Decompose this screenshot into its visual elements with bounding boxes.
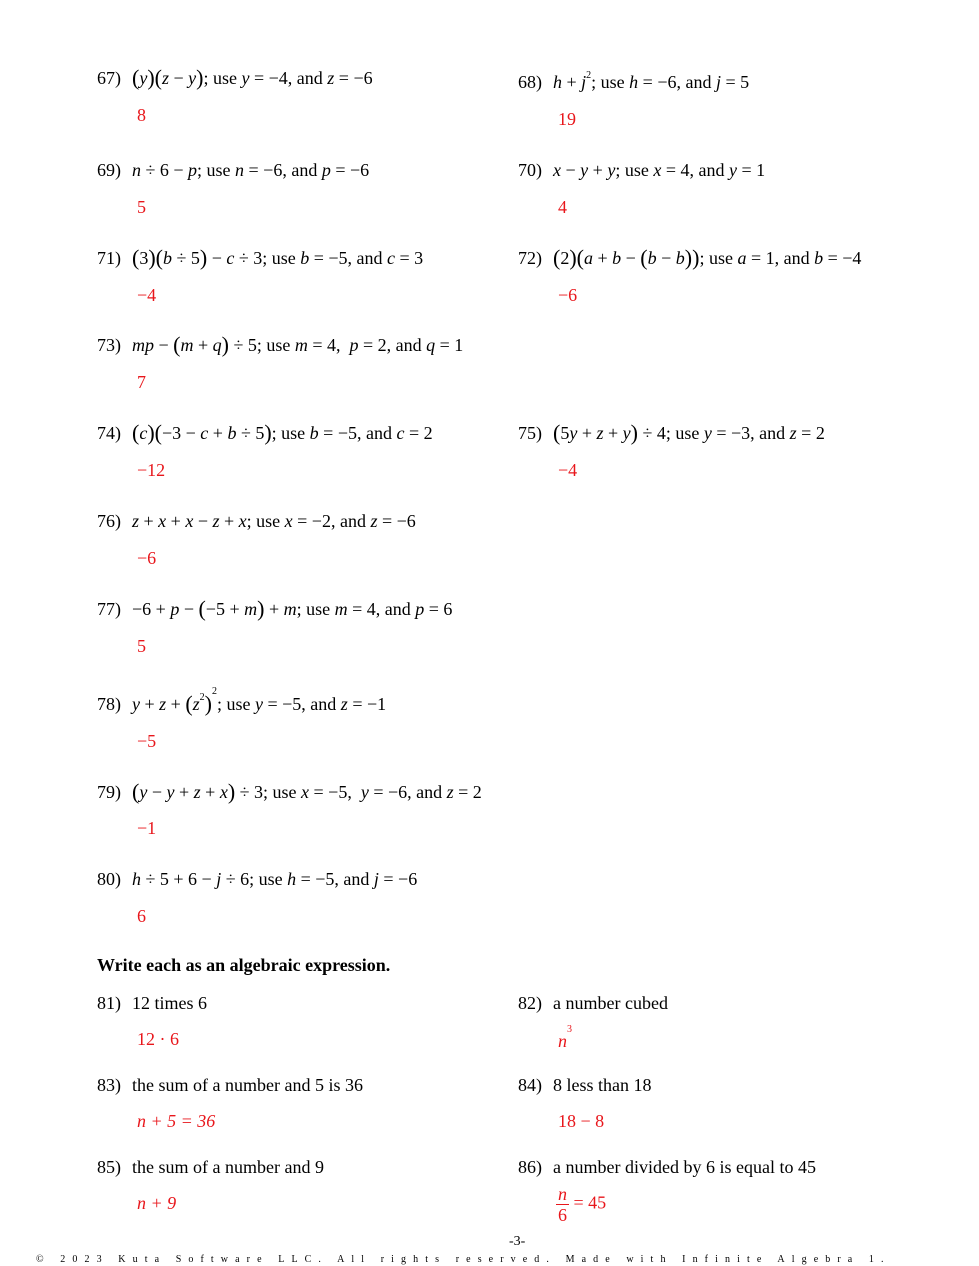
problem-67: 67) (y)(z − y); use y = −4, and z = −6 [97,65,373,90]
problem-73-question: mp − (m + q) ÷ 5; use m = 4, p = 2, and q = 1 [132,332,464,357]
answer-74: −12 [137,460,166,480]
answer-85: n + 9 [137,1193,177,1213]
answer-80: 6 [137,906,146,926]
answer-83: n + 5 = 36 [137,1111,216,1131]
problem-71: 71) (3)(b ÷ 5) − c ÷ 3; use b = −5, and c = 3 [97,245,424,270]
problem-67-question: (y)(z − y); use y = −4, and z = −6 [132,65,373,90]
answer-76: −6 [137,548,157,568]
problem-74-question: (c)(−3 − c + b ÷ 5); use b = −5, and c = 2 [132,420,433,445]
problem-70: 70) x − y + y; use x = 4, and y = 1 [518,160,766,180]
problem-74: 74) (c)(−3 − c + b ÷ 5); use b = −5, and c = 2 [97,420,433,445]
problem-83-question: the sum of a number and 5 is 36 [132,1075,363,1095]
problem-86-question: a number divided by 6 is equal to 45 [553,1157,816,1177]
problem-78: 78) $y + z + (z^2)^2$; use y = −5, and z = −1 [97,686,387,716]
problem-69: 69) n ÷ 6 − p; use n = −6, and p = −6 [97,160,370,180]
problem-84-question: 8 less than 18 [553,1075,652,1095]
answer-81: 12 · 6 [137,1029,179,1049]
problem-85-question: the sum of a number and 9 [132,1157,324,1177]
problem-72: 72) (2)(a + b − (b − b)); use a = 1, and b = −4 [518,245,862,270]
answer-67: 8 [137,105,146,125]
answer-79: −1 [137,818,157,838]
answer-72: −6 [558,285,578,305]
page-number: -3- [509,1234,526,1249]
answer-86-fraction: $\frac{n}{6}$ [558,1184,567,1225]
problem-82-question: a number cubed [553,993,668,1013]
problem-73: 73) mp − (m + q) ÷ 5; use m = 4, p = 2, and q = 1 [97,332,464,357]
answer-70: 4 [558,197,567,217]
problem-82: 82) a number cubed [518,993,668,1013]
answer-82: $n^3$ [558,1024,572,1051]
problem-80: 80) h ÷ 5 + 6 − j ÷ 6; use h = −5, and j = −6 [97,869,418,889]
problem-81-question: 12 times 6 [132,993,207,1013]
problem-83: 83) the sum of a number and 5 is 36 [97,1075,363,1095]
problem-68-question: $h + j^2$; use h = −6, and j = 5 [553,70,750,92]
answer-86: $\frac{n}{6}$ = 45 [558,1184,607,1225]
problem-79-question: (y − y + z + x) ÷ 3; use x = −5, y = −6, and z = 2 [132,779,482,804]
problem-80-question: h ÷ 5 + 6 − j ÷ 6; use h = −5, and j = −6 [132,869,418,889]
problem-76: 76) z + x + x − z + x; use x = −2, and z = −6 [97,511,416,531]
answer-84: 18 − 8 [558,1111,605,1131]
problem-77: 77) −6 + p − (−5 + m) + m; use m = 4, and p = 6 [97,596,453,621]
problem-69-question: n ÷ 6 − p; use n = −6, and p = −6 [132,160,370,180]
problem-78-question: $y + z + (z^2)^2$; use y = −5, and z = −1 [132,686,387,716]
problem-70-question: x − y + y; use x = 4, and y = 1 [553,160,766,180]
problem-77-question: −6 + p − (−5 + m) + m; use m = 4, and p = 6 [132,596,453,621]
problem-85: 85) the sum of a number and 9 [97,1157,324,1177]
answer-71: −4 [137,285,157,305]
problem-84: 84) 8 less than 18 [518,1075,652,1095]
problem-75-question: (5y + z + y) ÷ 4; use y = −3, and z = 2 [553,420,825,445]
problem-68: 68) $h + j^2$; use h = −6, and j = 5 [518,70,750,92]
answer-68: 19 [558,109,576,129]
problem-79: 79) (y − y + z + x) ÷ 3; use x = −5, y = −6, and z = 2 [97,779,482,804]
answer-78: −5 [137,731,157,751]
problem-72-question: (2)(a + b − (b − b)); use a = 1, and b = −4 [553,245,862,270]
problem-71-question: (3)(b ÷ 5) − c ÷ 3; use b = −5, and c = 3 [132,245,424,270]
answer-75: −4 [558,460,578,480]
answer-73: 7 [137,372,146,392]
problem-81: 81) 12 times 6 [97,993,207,1013]
section-heading: Write each as an algebraic expression. [97,955,391,975]
answer-77: 5 [137,636,146,656]
problem-75: 75) (5y + z + y) ÷ 4; use y = −3, and z = 2 [518,420,825,445]
problem-86: 86) a number divided by 6 is equal to 45 [518,1157,816,1177]
copyright-notice: © 2023 Kuta Software LLC. All rights reserved. Made with Infinite Algebra 1. [36,1254,891,1265]
problem-76-question: z + x + x − z + x; use x = −2, and z = −6 [132,511,416,531]
answer-69: 5 [137,197,146,217]
